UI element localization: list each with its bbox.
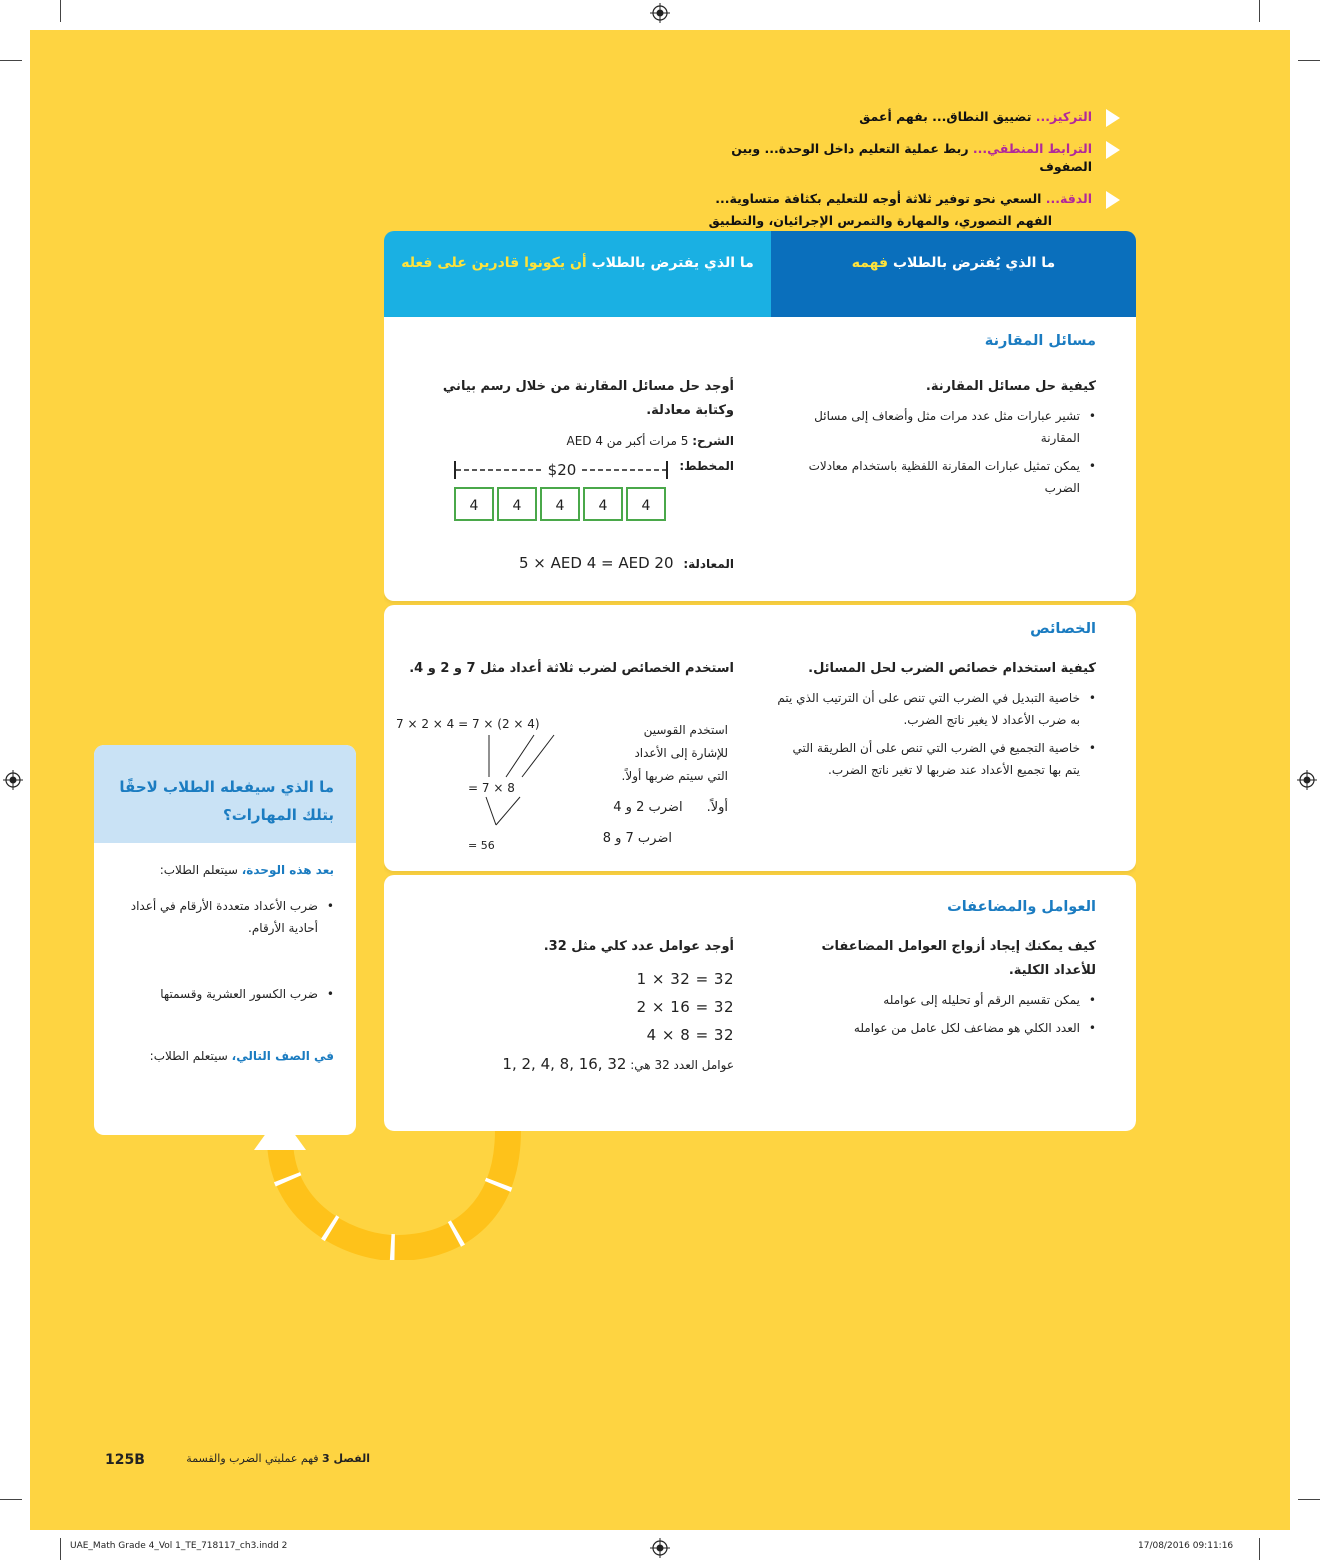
objective-key: التركيز... [1035, 109, 1092, 124]
triangle-bullet-icon [1106, 109, 1120, 127]
triangle-bullet-icon [1106, 191, 1120, 209]
tape-segment: 4 [626, 487, 666, 521]
understand-question: كيفية حل مسائل المقارنة. [925, 379, 1096, 394]
objective-key: الدقة... [1045, 191, 1092, 206]
header-highlight: فهمه [851, 255, 889, 271]
list-item: • يمكن تقسيم الرقم أو تحليله إلى عوامله [776, 989, 1096, 1011]
equation-row [519, 551, 734, 576]
main-table-card [384, 231, 1136, 1131]
objective-text: ربط عملية التعليم داخل الوحدة... وبين الصفوف [731, 141, 1092, 174]
registration-mark-icon [650, 3, 670, 23]
header-understand [771, 231, 1136, 317]
factors-label: عوامل العدد 32 هي: [626, 1058, 734, 1072]
diagram-top: 7 × 2 × 4 = 7 × (2 × 4) [396, 717, 540, 731]
list-item: • ضرب الكسور العشرية وقسمتها [116, 983, 334, 1005]
registration-mark-icon [3, 770, 23, 790]
tape-diagram [454, 459, 669, 539]
understand-question: كيف يمكنك إيجاد أزواج العوامل المضاعفات للأعداد الكلية. [821, 939, 1096, 978]
section-title: مسائل المقارنة [984, 333, 1096, 349]
factors-list: 1, 2, 4, 8, 16, 32 [502, 1055, 627, 1073]
understand-column [776, 657, 1096, 787]
equation-label: المعادلة: [683, 557, 734, 571]
objective-focus [700, 108, 1120, 126]
slug-date: 17/08/2016 09:11:16 [1138, 1541, 1234, 1551]
crop-mark [1298, 60, 1320, 61]
do-column [404, 375, 734, 575]
header-text: ما الذي يفترض بالطلاب [586, 255, 754, 271]
explain-label: الشرح: [692, 434, 734, 448]
diagram-note [598, 719, 728, 850]
factor-equation: 2 × 16 = 32 [636, 998, 734, 1016]
task-text: استخدم الخصائص لضرب ثلاثة أعداد مثل 7 و 2 و 4. [409, 661, 734, 676]
side-card-body [94, 843, 356, 1091]
crop-mark [60, 0, 61, 22]
header-text: ما الذي يُفترض بالطلاب [888, 255, 1056, 271]
list-item: • تشير عبارات مثل عدد مرات مثل وأضعاف إلى مسائل المقارنة [776, 405, 1096, 449]
crop-mark [0, 60, 22, 61]
header-able-to-do [384, 231, 771, 317]
side-card-title: ما الذي سيفعله الطلاب لاحقًا بتلك المهارات؟ [94, 745, 356, 843]
objective-key: الترابط المنطقي... [972, 141, 1092, 156]
next-grade-lead [116, 1045, 334, 1067]
tape-segment: 4 [583, 487, 623, 521]
objective-text: تضييق النطاق... بفهم أعمق [859, 109, 1036, 124]
chapter-label: الفصل 3 [322, 1452, 370, 1465]
list-item: • خاصية التبديل في الضرب التي تنص على أن الترتيب الذي يتم به ضرب الأعداد لا يغير ناتج الضرب. [776, 687, 1096, 731]
do-column [396, 657, 734, 867]
property-diagram [394, 717, 584, 867]
list-item: • يمكن تمثيل عبارات المقارنة اللفظية باستخدام معادلات الضرب [776, 455, 1096, 499]
understand-column [776, 375, 1096, 505]
explain-text: 5 مرات أكبر من AED 4 [566, 434, 693, 448]
section-factors [384, 875, 1136, 1131]
task-text: أوجد عوامل عدد كلي مثل 32. [543, 939, 734, 954]
objective-subtext: الفهم التصوري، والمهارة والتمرس الإجرائيان، والتطبيق [708, 213, 1052, 228]
crop-mark [60, 1538, 61, 1560]
crop-mark [1259, 0, 1260, 22]
note-line: للإشارة إلى الأعداد [634, 746, 728, 760]
crop-mark [1298, 1499, 1320, 1500]
triangle-bullet-icon [1106, 141, 1120, 159]
step-row [598, 827, 728, 850]
tape-segment: 4 [540, 487, 580, 521]
chapter-line [186, 1452, 370, 1465]
factor-equation: 1 × 32 = 32 [636, 970, 734, 988]
objective-rigor [700, 190, 1120, 230]
factors-row [404, 1049, 734, 1080]
next-lead-bold: في الصف التالي، [231, 1049, 334, 1063]
objectives-list [700, 108, 1120, 244]
crop-mark [1259, 1538, 1260, 1560]
note-line: استخدم القوسين [643, 723, 728, 737]
understand-column [776, 935, 1096, 1045]
note-line: التي سيتم ضربها أولاً. [621, 769, 728, 783]
page-number: 125B [105, 1452, 145, 1468]
diagram-bottom: = 56 [468, 839, 495, 852]
do-column [404, 935, 734, 1080]
step-text: اضرب 7 و 8 [602, 831, 672, 846]
list-item: • ضرب الأعداد متعددة الأرقام في أعداد أحادية الأرقام. [116, 895, 334, 939]
crop-mark [0, 1499, 22, 1500]
next-lead-rest: سيتعلم الطلاب: [149, 1049, 232, 1063]
slug-file: UAE_Math Grade 4_Vol 1_TE_718117_ch3.indd 2 [70, 1541, 288, 1551]
chapter-title: فهم عمليتي الضرب والقسمة [186, 1452, 323, 1465]
step-row [598, 796, 728, 819]
tape-total: $20 [547, 461, 577, 479]
task-text: أوجد حل مسائل المقارنة من خلال رسم بياني وكتابة معادلة. [442, 379, 734, 418]
list-item: • العدد الكلي هو مضاعف لكل عامل من عوامله [776, 1017, 1096, 1039]
understand-question: كيفية استخدام خصائص الضرب لحل المسائل. [808, 661, 1096, 676]
objective-text: السعي نحو توفير ثلاثة أوجه للتعليم بكثافة متساوية... [715, 191, 1046, 206]
objective-coherence [700, 140, 1120, 176]
list-item: • خاصية التجميع في الضرب التي تنص على أن الطريقة التي يتم بها تجميع الأعداد عند ضربها لا تغير ناتج الضرب. [776, 737, 1096, 781]
registration-mark-icon [1297, 770, 1317, 790]
tape-segment: 4 [497, 487, 537, 521]
explain-row [404, 429, 734, 453]
section-title: العوامل والمضاعفات [947, 899, 1096, 915]
section-properties [384, 605, 1136, 871]
section-comparison [384, 317, 1136, 601]
section-title: الخصائص [1030, 621, 1096, 637]
equation-text: 5 × AED 4 = AED 20 [518, 554, 674, 572]
unit-lead [116, 859, 334, 881]
header-highlight: أن يكونوا قادرين على فعله [401, 255, 587, 271]
diagram-label: المخطط: [679, 459, 734, 473]
unit-lead-rest: سيتعلم الطلاب: [159, 863, 242, 877]
unit-lead-bold: بعد هذه الوحدة، [241, 863, 334, 877]
step-text: اضرب 2 و 4 [613, 800, 683, 815]
factor-equation: 4 × 8 = 32 [646, 1026, 734, 1044]
step-first-label: أولاً. [706, 800, 728, 815]
tape-segment: 4 [454, 487, 494, 521]
side-card-next-steps [94, 745, 356, 1135]
diagram-mid: = 7 × 8 [468, 781, 515, 795]
registration-mark-icon [650, 1538, 670, 1558]
